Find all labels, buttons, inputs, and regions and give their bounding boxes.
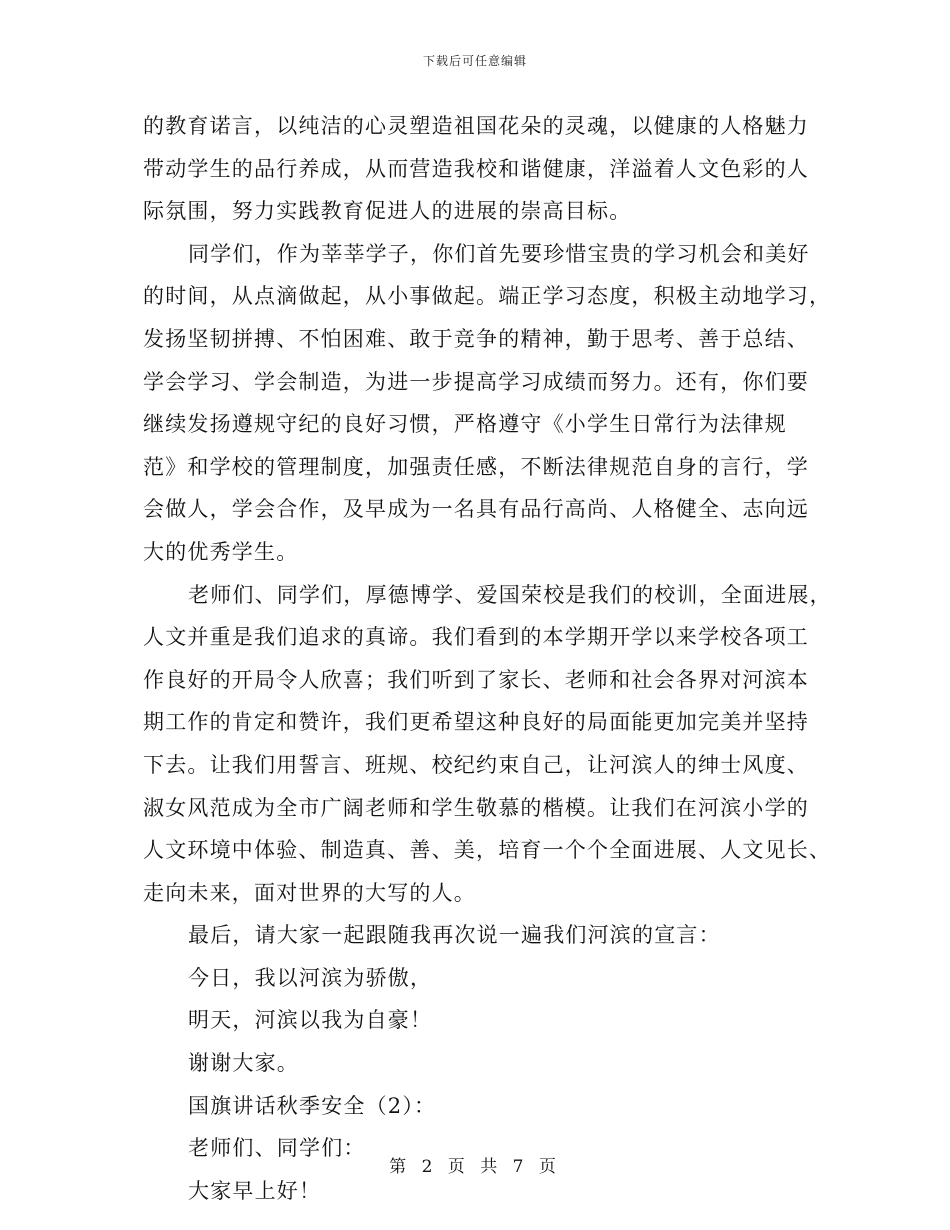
page-header: 下载后可任意编辑 [422,54,527,68]
paragraph-start-line: 今日，我以河滨为骄傲， [188,965,433,990]
greeting-line: 大家早上好！ [188,1178,322,1203]
body-line: 继续发扬遵规守纪的良好习惯，严格遵守《小学生日常行为法律规 [143,412,787,437]
body-line: 的教育诺言，以纯洁的心灵塑造祖国花朵的灵魂，以健康的人格魅力 [143,114,809,138]
paragraph-start-line: 最后，请大家一起跟随我再次说一遍我们河滨的宣言： [188,923,721,948]
body-line: 人文环境中体验、制造真、善、美，培育一个个全面进展、人文见长、 [143,838,832,863]
body-line: 大的优秀学生。 [143,539,299,564]
body-line: 际氛围，努力实践教育促进人的进展的崇高目标。 [143,199,632,224]
section-heading: 国旗讲话秋季安全（2）： [188,1093,437,1118]
body-line: 学会学习、学会制造，为进一步提高学习成绩而努力。还有，你们要 [143,369,809,394]
body-line: 淑女风范成为全市广阔老师和学生敬慕的楷模。让我们在河滨小学的 [143,795,809,820]
paragraph-start-line: 老师们、同学们，厚德博学、爱国荣校是我们的校训，全面进展， [188,582,832,607]
paragraph-start-line: 同学们，作为莘莘学子，你们首先要珍惜宝贵的学习机会和美好 [188,241,810,266]
salutation-line: 老师们、同学们： [188,1136,366,1161]
paragraph-start-line: 谢谢大家。 [188,1051,299,1076]
paragraph-start-line: 明天，河滨以我为自豪！ [188,1008,433,1033]
page-number: 第 2 页 共 7 页 [389,1157,561,1177]
body-line: 带动学生的品行养成，从而营造我校和谐健康，洋溢着人文色彩的人 [143,156,809,181]
body-line: 范》和学校的管理制度，加强责任感，不断法律规范自身的言行，学 [143,454,809,479]
body-line: 期工作的肯定和赞许，我们更希望这种良好的局面能更加完美并坚持 [143,710,809,735]
body-line: 下去。让我们用誓言、班规、校纪约束自己，让河滨人的绅士风度、 [143,752,809,777]
body-line: 人文并重是我们追求的真谛。我们看到的本学期开学以来学校各项工 [143,625,809,650]
document-body [143,105,832,1212]
body-line: 走向未来，面对世界的大写的人。 [143,880,476,905]
body-line: 作良好的开局令人欣喜；我们听到了家长、老师和社会各界对河滨本 [143,667,809,692]
body-line: 的时间，从点滴做起，从小事做起。端正学习态度，积极主动地学习， [143,284,832,309]
body-line: 发扬坚韧拼搏、不怕困难、敢于竞争的精神，勤于思考、善于总结、 [143,326,809,351]
body-line: 会做人，学会合作，及早成为一名具有品行高尚、人格健全、志向远 [143,497,809,522]
